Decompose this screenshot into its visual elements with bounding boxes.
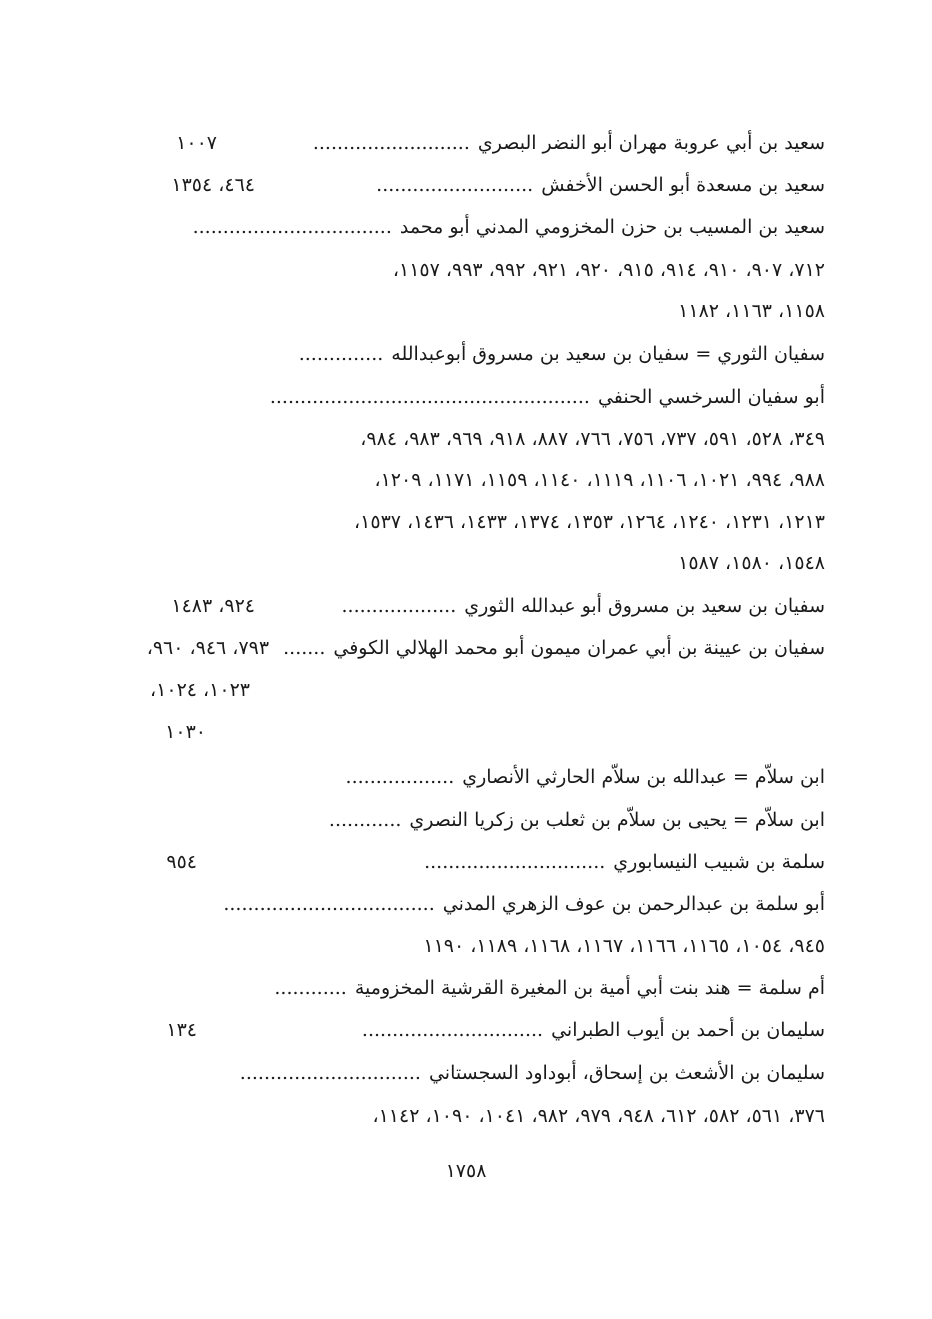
leader-dots: .......: [283, 637, 326, 659]
page-refs: ٧٩٣، ٩٤٦، ٩٦٠،: [146, 637, 270, 659]
page-refs: ١٣٤: [166, 1019, 197, 1041]
index-entry: [100, 884, 825, 924]
page-refs-continuation: ٧١٢، ٩٠٧، ٩١٠، ٩١٤، ٩١٥، ٩٢٠، ٩٢١، ٩٩٢، ٩٩٣، ١١٥٧،: [392, 259, 825, 281]
page-refs: ١٠٠٧: [176, 132, 217, 154]
leader-dots: ..................: [345, 766, 455, 788]
index-entry: [100, 1010, 825, 1050]
leader-dots: ..........................: [376, 174, 534, 196]
entry-name: سليمان بن أحمد بن أيوب الطبراني: [551, 1019, 825, 1041]
page-refs-continuation: ٩٨٨، ٩٩٤، ١٠٢١، ١١٠٦، ١١١٩، ١١٤٠، ١١٥٩، ١١٧١، ١٢٠٩،: [374, 469, 825, 491]
index-entry: [100, 968, 825, 1008]
index-entry: [100, 800, 825, 840]
entry-name: أم سلمة = هند بنت أبي أمية بن المغيرة القرشية المخزومية: [354, 977, 825, 999]
entry-name: أبو سفيان السرخسي الحنفي: [597, 386, 825, 408]
page-refs: ٤٦٤، ١٣٥٤: [171, 174, 255, 196]
entry-name: سعيد بن مسعدة أبو الحسن الأخفش: [541, 174, 825, 196]
entry-name: سعيد بن أبي عروبة مهران أبو النضر البصري: [477, 132, 825, 154]
page-number: ١٧٥٨: [445, 1160, 487, 1182]
page-refs-continuation: ١١٥٨، ١١٦٣، ١١٨٢: [678, 300, 825, 322]
entry-name: ابن سلاّم = يحيى بن سلاّم بن ثعلب بن زكريا النصري: [409, 809, 825, 831]
entry-name: سفيان بن عيينة بن أبي عمران ميمون أبو محمد الهلالي الكوفي: [333, 637, 825, 659]
leader-dots: ..............: [298, 343, 384, 365]
page-refs: ٩٢٤، ١٤٨٣: [171, 595, 255, 617]
entry-name: سفيان بن سعيد بن مسروق أبو عبدالله الثوري: [464, 595, 825, 617]
index-entry: [100, 628, 825, 668]
leader-dots: ..............................: [361, 1019, 544, 1041]
page-refs-continuation: ١٢١٣، ١٢٣١، ١٢٤٠، ١٢٦٤، ١٣٥٣، ١٣٧٤، ١٤٣٣، ١٤٣٦، ١٥٣٧،: [354, 511, 825, 533]
leader-dots: .................................: [192, 216, 392, 238]
entry-name: سعيد بن المسيب بن حزن المخزومي المدني أبو محمد: [399, 216, 825, 238]
index-entry: [100, 207, 825, 247]
page-refs-continuation: ٣٤٩، ٥٢٨، ٥٩١، ٧٣٧، ٧٥٦، ٧٦٦، ٨٨٧، ٩١٨، ٩٦٩، ٩٨٣، ٩٨٤،: [360, 428, 825, 450]
leader-dots: ............: [328, 809, 402, 831]
page-refs-continuation: ٣٧٦، ٥٦١، ٥٨٢، ٦١٢، ٩٤٨، ٩٧٩، ٩٨٢، ١٠٤١، ١٠٩٠، ١١٤٢،: [372, 1105, 825, 1127]
index-entry: [100, 1053, 825, 1093]
entry-name: سليمان بن الأشعث بن إسحاق، أبوداود السجستاني: [428, 1062, 825, 1084]
leader-dots: .....................................................: [269, 386, 590, 408]
leader-dots: ..........................: [312, 132, 470, 154]
index-entry: [100, 165, 825, 205]
page-refs-continuation: ١٠٢٣، ١٠٢٤،: [150, 679, 250, 701]
index-entry: [100, 334, 825, 374]
leader-dots: ...................................: [223, 893, 435, 915]
entry-name: أبو سلمة بن عبدالرحمن بن عوف الزهري المدني: [442, 893, 825, 915]
leader-dots: ..............................: [239, 1062, 421, 1084]
page-refs-continuation: ١٥٤٨، ١٥٨٠، ١٥٨٧: [678, 552, 825, 574]
index-entry: [100, 123, 825, 163]
page-refs: ٩٥٤: [166, 851, 197, 873]
index-entry: [100, 757, 825, 797]
entry-name: ابن سلاّم = عبدالله بن سلاّم الحارثي الأنصاري: [462, 766, 825, 788]
leader-dots: ...................: [341, 595, 457, 617]
index-entry: [100, 586, 825, 626]
index-entry: [100, 377, 825, 417]
page-refs-continuation: ١٠٣٠: [165, 721, 206, 743]
index-entry: [100, 842, 825, 882]
leader-dots: ............: [274, 977, 347, 999]
entry-name: سلمة بن شبيب النيسابوري: [613, 851, 825, 873]
page-refs-continuation: ٩٤٥، ١٠٥٤، ١١٦٥، ١١٦٦، ١١٦٧، ١١٦٨، ١١٨٩، ١١٩٠: [423, 935, 825, 957]
entry-name: سفيان الثوري = سفيان بن سعيد بن مسروق أبوعبدالله: [391, 343, 825, 365]
leader-dots: ..............................: [424, 851, 606, 873]
